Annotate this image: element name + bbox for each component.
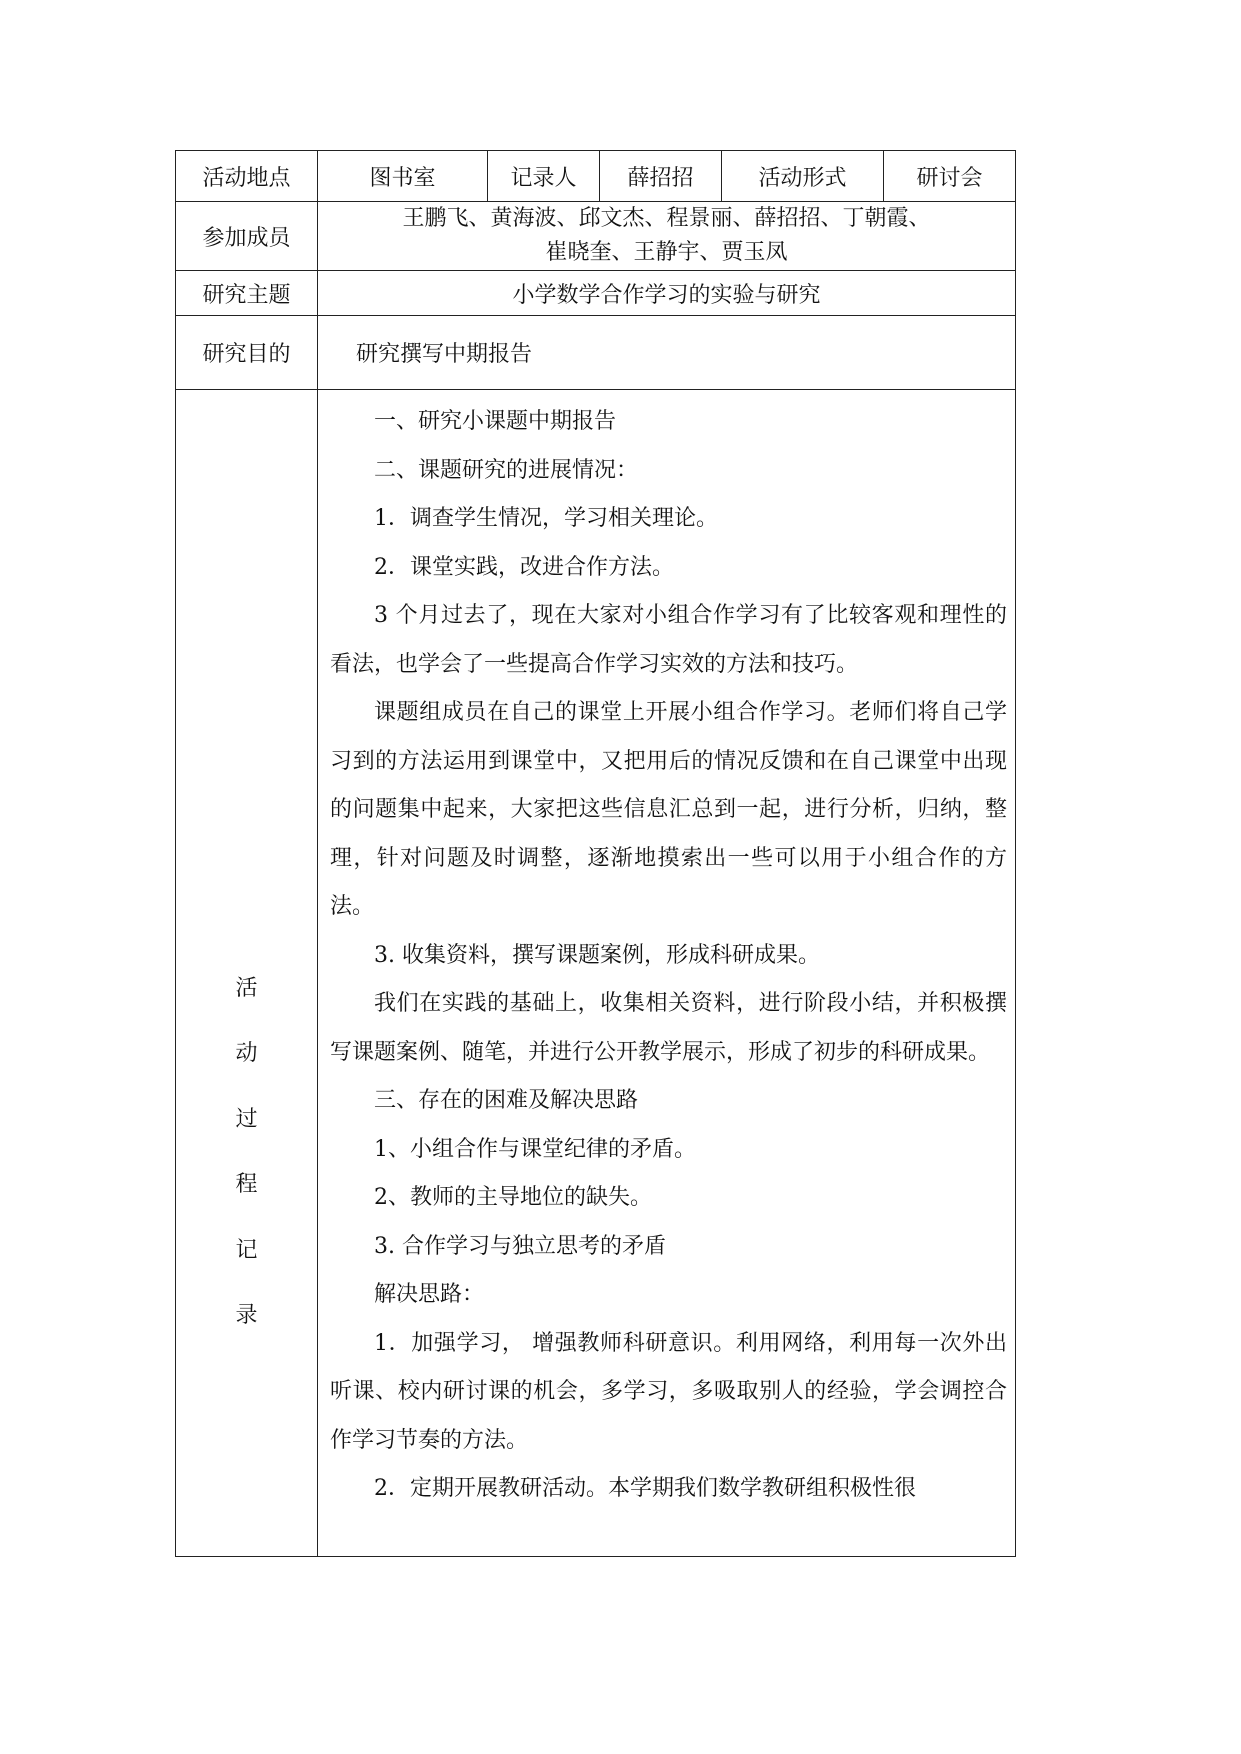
members-line-1: 王鹏飞、黄海波、邱文杰、程景丽、薛招招、丁朝霞、: [402, 206, 931, 231]
process-label-char: 过: [235, 1106, 258, 1132]
process-paragraph: 3. 收集资料，撰写课题案例，形成科研成果。: [374, 942, 820, 968]
recorder-value: 薛招招: [600, 151, 722, 202]
location-label: 活动地点: [176, 151, 318, 202]
activity-record-table: [175, 150, 1016, 1557]
process-record-text: [318, 390, 1016, 1557]
members-row: [176, 202, 1016, 271]
process-label-char: 录: [235, 1303, 258, 1328]
header-row: [176, 151, 1016, 202]
process-paragraph: 1．调查学生情况，学习相关理论。: [374, 506, 718, 531]
process-label-char: 活: [235, 975, 258, 1001]
process-paragraph: 我们在实践的基础上，收集相关资料，进行阶段小结，并积极撰写课题案例、随笔，并进行公开教学展示，形成了初步的科研成果。: [330, 991, 1007, 1065]
form-value: 研讨会: [884, 151, 1016, 202]
process-label-char: 动: [235, 1041, 258, 1066]
members-label: 参加成员: [176, 202, 318, 271]
topic-label: 研究主题: [176, 271, 318, 316]
process-paragraph: 三、存在的困难及解决思路: [374, 1088, 639, 1113]
process-paragraph: 1、小组合作与课堂纪律的矛盾。: [374, 1136, 696, 1162]
location-value: 图书室: [318, 151, 488, 202]
process-label: [176, 390, 318, 1557]
process-paragraph: 2．定期开展教研活动。本学期我们数学教研组积极性很: [374, 1476, 916, 1501]
process-label-char: 程: [235, 1172, 258, 1197]
process-label-chars: [176, 578, 317, 1369]
process-paragraph: 2．课堂实践，改进合作方法。: [374, 554, 674, 580]
process-paragraph: 2、教师的主导地位的缺失。: [374, 1185, 652, 1210]
process-paragraph: 3 个月过去了，现在大家对小组合作学习有了比较客观和理性的看法，也学会了一些提高合作学习实效的方法和技巧。: [330, 603, 1007, 677]
process-label-char: 记: [235, 1237, 258, 1263]
purpose-label: 研究目的: [176, 316, 318, 390]
members-value: [318, 202, 1016, 271]
process-paragraph: 解决思路：: [374, 1282, 485, 1307]
process-paragraph: 1．加强学习， 增强教师科研意识。利用网络，利用每一次外出听课、校内研讨课的机会，多学习，多吸取别人的经验，学会调控合作学习节奏的方法。: [330, 1330, 1007, 1453]
purpose-row: [176, 316, 1016, 390]
recorder-label: 记录人: [488, 151, 600, 202]
process-paragraph: 课题组成员在自己的课堂上开展小组合作学习。老师们将自己学习到的方法运用到课堂中，又把用后的情况反馈和在自己课堂中出现的问题集中起来，大家把这些信息汇总到一起，进行分析，归纳，整理，针对问题及时调整，逐渐地摸索出一些可以用于小组合作的方法。: [330, 700, 1007, 919]
form-label: 活动形式: [722, 151, 884, 202]
topic-row: [176, 271, 1016, 316]
purpose-value: 研究撰写中期报告: [318, 316, 1016, 390]
process-paragraph: 3. 合作学习与独立思考的矛盾: [374, 1233, 666, 1259]
topic-value: 小学数学合作学习的实验与研究: [318, 271, 1016, 316]
members-line-2: 崔晓奎、王静宇、贾玉凤: [545, 240, 788, 265]
process-row: [176, 390, 1016, 1557]
process-paragraph: 二、课题研究的进展情况：: [374, 457, 639, 483]
process-paragraph: 一、研究小课题中期报告: [374, 409, 617, 434]
